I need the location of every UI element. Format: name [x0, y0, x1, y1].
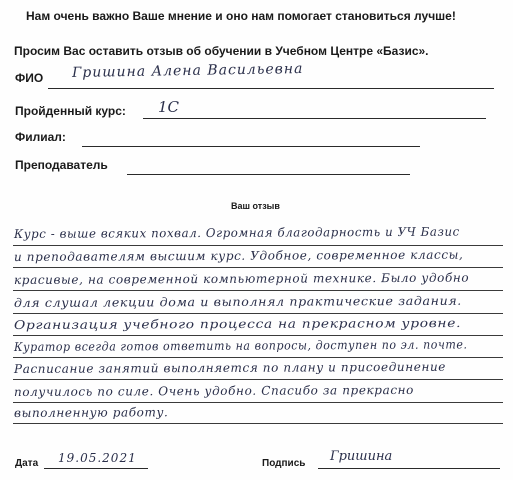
review-rule: [13, 379, 503, 380]
fio-label: ФИО: [15, 71, 44, 85]
fio-line: [48, 88, 494, 89]
review-rule: [13, 290, 503, 291]
teacher-line: [127, 174, 410, 175]
review-line: получилось по силе. Очень удобно. Спасибо за прекрасно: [13, 382, 414, 399]
fio-value: Гришина Алена Васильевна: [71, 60, 304, 82]
date-label: Дата: [15, 458, 39, 469]
review-rule: [13, 402, 503, 403]
header-line-1: Нам очень важно Ваше мнение и оно нам помогает становиться лучше!: [26, 9, 456, 23]
review-line: Курс - выше всяких похвал. Огромная благодарность и УЧ Базис: [13, 224, 460, 241]
review-rule: [13, 313, 503, 314]
branch-label: Филиал:: [15, 130, 66, 144]
review-rule: [13, 335, 503, 336]
branch-line: [82, 146, 420, 147]
review-rule: [13, 357, 503, 358]
teacher-label: Преподаватель: [15, 158, 108, 172]
signature-line: [318, 468, 500, 469]
review-rule: [13, 245, 503, 246]
review-line: красивые, на современной компьютерной технике. Было удобно: [13, 270, 470, 287]
course-line: [143, 118, 486, 119]
course-label: Пройденный курс:: [15, 104, 126, 118]
review-title: Ваш отзыв: [231, 201, 280, 211]
review-rule: [13, 267, 503, 268]
review-line: Расписание занятий выполняется по плану и присоединение: [13, 359, 446, 376]
date-value: 19.05.2021: [58, 451, 137, 465]
signature-value: Гришина: [330, 449, 393, 464]
review-line: выполненную работу.: [13, 405, 169, 420]
review-line: Организация учебного процесса на прекрасном уровне.: [13, 315, 462, 332]
course-value: 1С: [158, 98, 180, 116]
review-line: для слушал лекции дома и выполнял практические задания.: [13, 293, 462, 310]
review-line: и преподавателям высшим курс. Удобное, современное классы,: [13, 247, 464, 264]
review-line: Куратор всегда готов ответить на вопросы, доступен по эл. почте.: [13, 337, 468, 354]
signature-label: Подпись: [262, 458, 306, 469]
review-rule: [13, 423, 503, 424]
header-line-2: Просим Вас оставить отзыв об обучении в Учебном Центре «Базис».: [14, 44, 429, 58]
date-line: [44, 468, 148, 469]
